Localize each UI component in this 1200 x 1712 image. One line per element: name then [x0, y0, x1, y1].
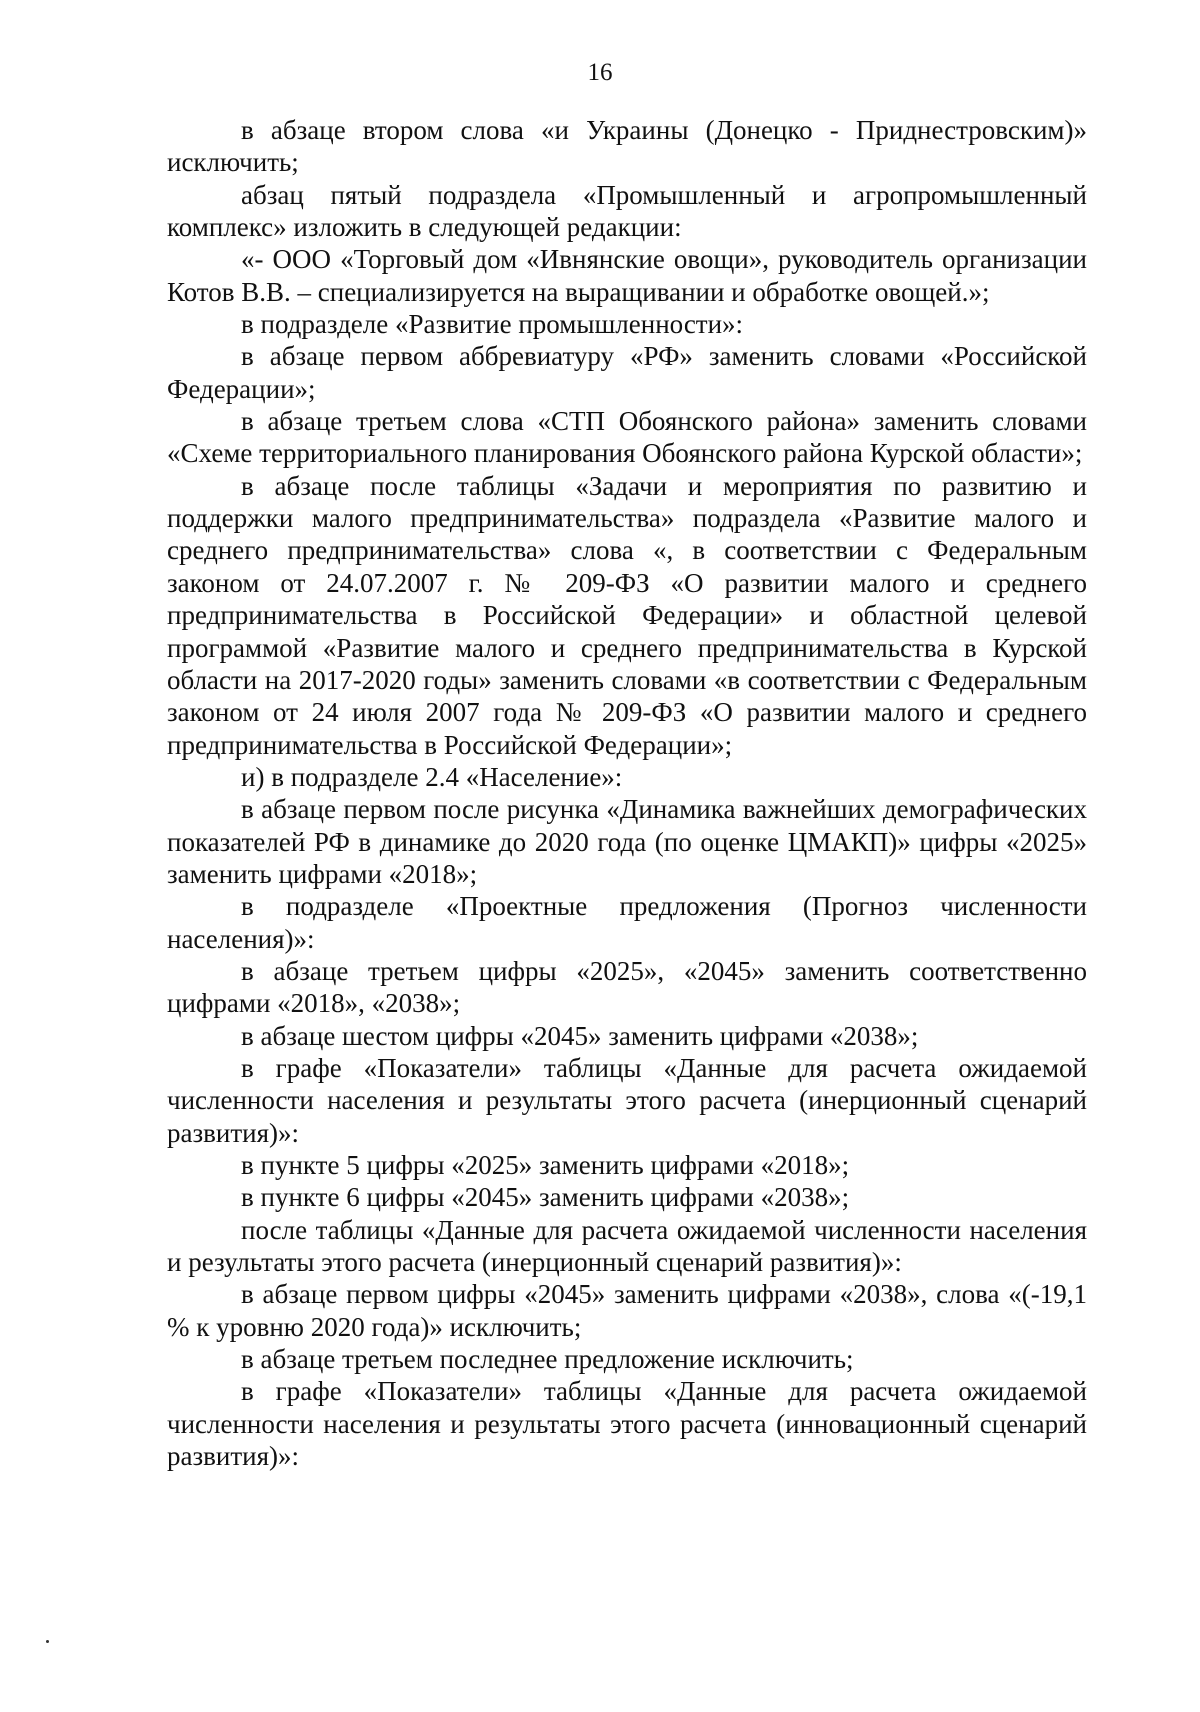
- paragraph-12: в абзаце шестом цифры «2045» заменить цифрами «2038»;: [241, 1020, 919, 1051]
- paragraph-17: в абзаце первом цифры «2045» заменить цифрами «2038», слова «(-19,1 % к уровню 2020 года)» исключить;: [167, 1279, 1087, 1342]
- paragraph-6: в абзаце третьем слова «СТП Обоянского района» заменить словами «Схеме территориального планирования Обоянского района Курской области»;: [167, 406, 1087, 469]
- paragraph-16: после таблицы «Данные для расчета ожидаемой численности населения и результаты этого расчета (инерционный сценарий развития)»:: [167, 1214, 1087, 1278]
- paragraph-8: и) в подразделе 2.4 «Население»:: [241, 761, 623, 792]
- paragraph-1: в абзаце втором слова «и Украины (Донецко - Приднестровским)» исключить;: [167, 115, 1087, 178]
- page-number: 16: [587, 59, 613, 86]
- paragraph-2: абзац пятый подраздела «Промышленный и агропромышленный комплекс» изложить в следующей редакции:: [167, 179, 1087, 243]
- scan-speck: [46, 1640, 49, 1643]
- document-body: [167, 114, 1087, 1472]
- paragraph-3: «- ООО «Торговый дом «Ивнянские овощи», руководитель организации Котов В.В. – специализируется на выращивании и обработке овощей.»;: [167, 244, 1087, 307]
- paragraph-13: в графе «Показатели» таблицы «Данные для расчета ожидаемой численности населения и результаты этого расчета (инерционный сценарий развития)»:: [167, 1052, 1087, 1148]
- paragraph-18: в абзаце третьем последнее предложение исключить;: [241, 1344, 854, 1375]
- paragraph-19: в графе «Показатели» таблицы «Данные для расчета ожидаемой численности населения и результаты этого расчета (инновационный сценарий развития)»:: [167, 1376, 1087, 1472]
- paragraph-15: в пункте 6 цифры «2045» заменить цифрами «2038»;: [241, 1182, 850, 1213]
- paragraph-7: в абзаце после таблицы «Задачи и мероприятия по развитию и поддержки малого предпринимательства» подраздела «Развитие малого и среднего предпринимательства» слова «, в соответствии с Федеральным законом от 24.07.2007 г. № 209-ФЗ «О развитии малого и среднего предпринимательства в Российской Федерации» и областной целевой программой «Развитие малого и среднего предпринимательства в Курской области на 2017-2020 годы» заменить словами «в соответствии с Федеральным законом от 24 июля 2007 года № 209-ФЗ «О развитии малого и среднего предпринимательства в Российской Федерации»;: [167, 470, 1087, 760]
- paragraph-10: в подразделе «Проектные предложения (Прогноз численности населения)»:: [167, 891, 1087, 954]
- paragraph-5: в абзаце первом аббревиатуру «РФ» заменить словами «Российской Федерации»;: [167, 341, 1087, 404]
- paragraph-4: в подразделе «Развитие промышленности»:: [241, 309, 744, 340]
- paragraph-14: в пункте 5 цифры «2025» заменить цифрами «2018»;: [241, 1150, 850, 1180]
- paragraph-9: в абзаце первом после рисунка «Динамика важнейших демографических показателей РФ в динамике до 2020 года (по оценке ЦМАКП)» цифры «2025» заменить цифрами «2018»;: [167, 794, 1087, 889]
- paragraph-11: в абзаце третьем цифры «2025», «2045» заменить соответственно цифрами «2018», «2038»;: [167, 955, 1087, 1019]
